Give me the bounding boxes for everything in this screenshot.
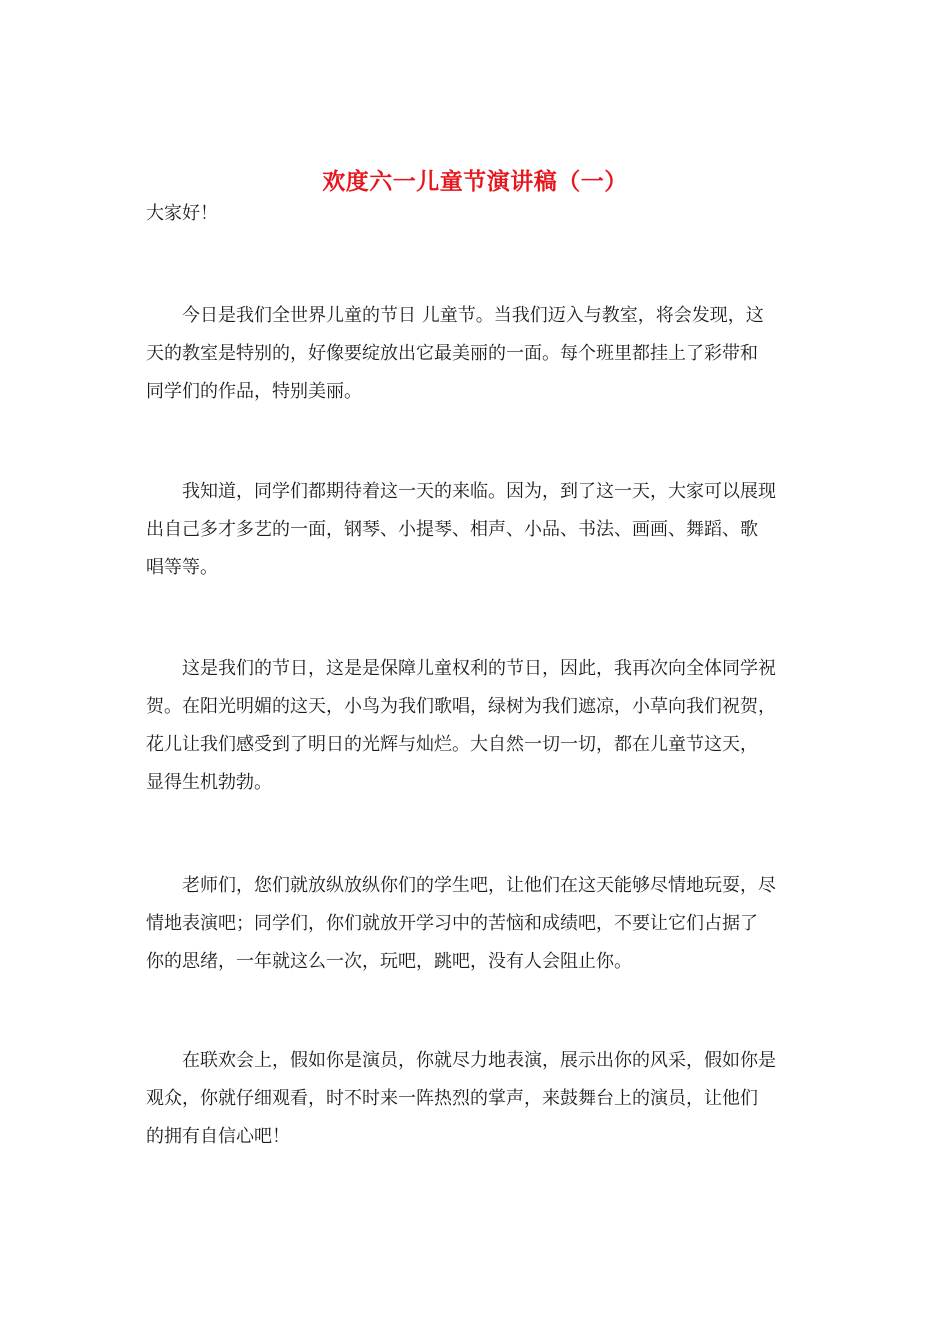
paragraph-line: 我知道，同学们都期待着这一天的来临。因为，到了这一天，大家可以展现 <box>146 481 776 502</box>
paragraph-line: 唱等等。 <box>146 557 218 578</box>
paragraph-line: 显得生机勃勃。 <box>146 772 272 793</box>
paragraph-1 <box>146 297 806 411</box>
paragraph-line: 的拥有自信心吧！ <box>146 1126 290 1147</box>
paragraph-line: 这是我们的节日，这是是保障儿童权利的节日，因此，我再次向全体同学祝 <box>146 658 776 679</box>
paragraph-line: 老师们，您们就放纵放纵你们的学生吧，让他们在这天能够尽情地玩耍，尽 <box>146 875 776 896</box>
paragraph-line: 今日是我们全世界儿童的节日 儿童节。当我们迈入与教室，将会发现，这 <box>146 305 764 326</box>
paragraph-line: 贺。在阳光明媚的这天，小鸟为我们歌唱，绿树为我们遮凉，小草向我们祝贺， <box>146 696 776 717</box>
paragraph-line: 在联欢会上，假如你是演员，你就尽力地表演，展示出你的风采，假如你是 <box>146 1050 776 1071</box>
paragraph-line: 你的思绪，一年就这么一次，玩吧，跳吧，没有人会阻止你。 <box>146 951 632 972</box>
paragraph-line: 情地表演吧；同学们，你们就放开学习中的苦恼和成绩吧，不要让它们占据了 <box>146 913 758 934</box>
paragraph-line: 同学们的作品，特别美丽。 <box>146 381 362 402</box>
greeting-line: 大家好！ <box>146 203 218 224</box>
paragraph-4 <box>146 867 806 981</box>
paragraph-3 <box>146 650 806 802</box>
paragraph-5 <box>146 1042 806 1156</box>
paragraph-line: 出自己多才多艺的一面，钢琴、小提琴、相声、小品、书法、画画、舞蹈、歌 <box>146 519 758 540</box>
paragraph-line: 天的教室是特别的，好像要绽放出它最美丽的一面。每个班里都挂上了彩带和 <box>146 343 758 364</box>
paragraph-2 <box>146 473 806 587</box>
document-title: 欢度六一儿童节演讲稿（一） <box>322 168 628 196</box>
paragraph-line: 观众，你就仔细观看，时不时来一阵热烈的掌声，来鼓舞台上的演员，让他们 <box>146 1088 758 1109</box>
paragraph-line: 花儿让我们感受到了明日的光辉与灿烂。大自然一切一切，都在儿童节这天， <box>146 734 758 755</box>
